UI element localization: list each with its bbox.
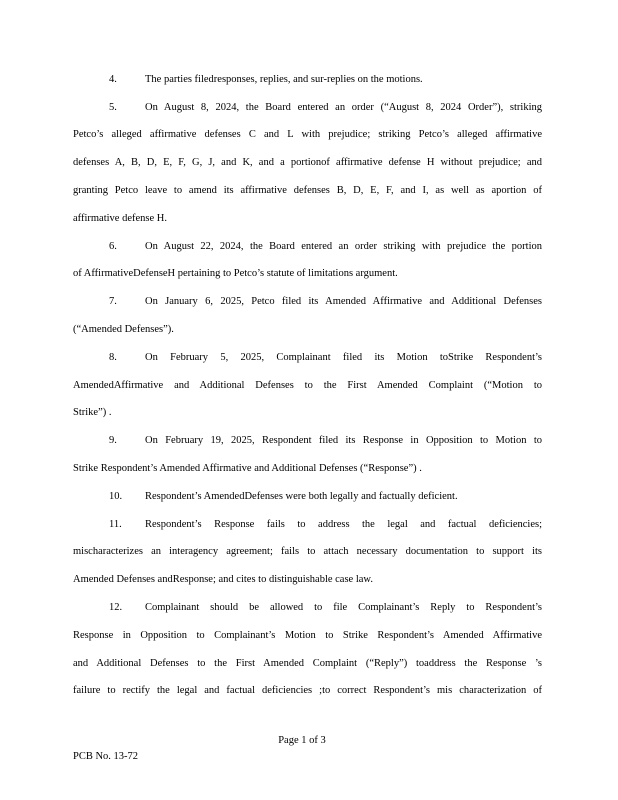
- paragraph-number: 9.: [109, 435, 117, 446]
- paragraph-number: 6.: [109, 241, 117, 252]
- paragraph-line: [109, 433, 542, 449]
- paragraph-line: Amended Defenses andResponse; and cites to distinguishable case law.: [73, 574, 373, 585]
- paragraph-line: AmendedAffirmative and Additional Defenses to the First Amended Complaint (“Motion to: [73, 380, 542, 391]
- paragraph-line: Petco’s alleged affirmative defenses C and L with prejudice; striking Petco’s alleged affirmative: [73, 129, 542, 140]
- paragraph-text: The parties filedresponses, replies, and sur-replies on the motions.: [145, 74, 423, 85]
- paragraph-line: of AffirmativeDefenseH pertaining to Petco’s statute of limitations argument.: [73, 268, 398, 279]
- paragraph-line: [109, 600, 542, 616]
- paragraph-text: On January 6, 2025, Petco filed its Amended Affirmative and Additional Defenses: [145, 296, 542, 307]
- paragraph-text: Respondent’s AmendedDefenses were both legally and factually deficient.: [145, 491, 458, 502]
- page-number: Page 1 of 3: [278, 735, 326, 746]
- paragraph-number: 11.: [109, 519, 122, 530]
- paragraph-number: 8.: [109, 352, 117, 363]
- paragraph-number: 12.: [109, 602, 123, 613]
- paragraph-line: (“Amended Defenses”).: [73, 324, 174, 335]
- paragraph-number: 10.: [109, 491, 123, 502]
- paragraph-number: 4.: [109, 74, 117, 85]
- paragraph-line: Strike Respondent’s Amended Affirmative and Additional Defenses (“Response”) .: [73, 463, 422, 474]
- paragraph-line: failure to rectify the legal and factual deficiencies ;to correct Respondent’s mis characterization of: [73, 685, 542, 696]
- paragraph-number: 5.: [109, 102, 117, 113]
- paragraph-line: mischaracterizes an interagency agreement; fails to attach necessary documentation to support its: [73, 546, 542, 557]
- paragraph-line: and Additional Defenses to the First Amended Complaint (“Reply”) toaddress the Response ’s: [73, 658, 542, 669]
- paragraph-line: [109, 517, 542, 533]
- paragraph-text: On February 5, 2025, Complainant filed its Motion toStrike Respondent’s: [145, 352, 542, 363]
- paragraph-text: On August 22, 2024, the Board entered an order striking with prejudice the portion: [145, 241, 542, 252]
- paragraph-line: [109, 239, 542, 255]
- paragraph-line: [109, 350, 542, 366]
- paragraph-line: granting Petco leave to amend its affirmative defenses B, D, E, F, and I, as well as aportion of: [73, 185, 542, 196]
- paragraph-text: On February 19, 2025, Respondent filed its Response in Opposition to Motion to: [145, 435, 542, 446]
- paragraph-line: affirmative defense H.: [73, 213, 167, 224]
- paragraph-number: 7.: [109, 296, 117, 307]
- case-number: PCB No. 13-72: [73, 751, 139, 762]
- paragraph-text: Respondent’s Response fails to address the legal and factual deficiencies;: [145, 519, 542, 530]
- paragraph-line: [109, 72, 542, 88]
- paragraph-line: defenses A, B, D, E, F, G, J, and K, and a portionof affirmative defense H without prejudice; and: [73, 157, 542, 168]
- paragraph-line: [109, 100, 542, 116]
- paragraph-line: Response in Opposition to Complainant’s Motion to Strike Respondent’s Amended Affirmative: [73, 630, 542, 641]
- paragraph-line: [109, 294, 542, 310]
- paragraph-line: [109, 489, 542, 505]
- paragraph-text: On August 8, 2024, the Board entered an order (“August 8, 2024 Order”), striking: [145, 102, 542, 113]
- paragraph-text: Complainant should be allowed to file Complainant’s Reply to Respondent’s: [145, 602, 542, 613]
- paragraph-line: Strike”) .: [73, 407, 112, 418]
